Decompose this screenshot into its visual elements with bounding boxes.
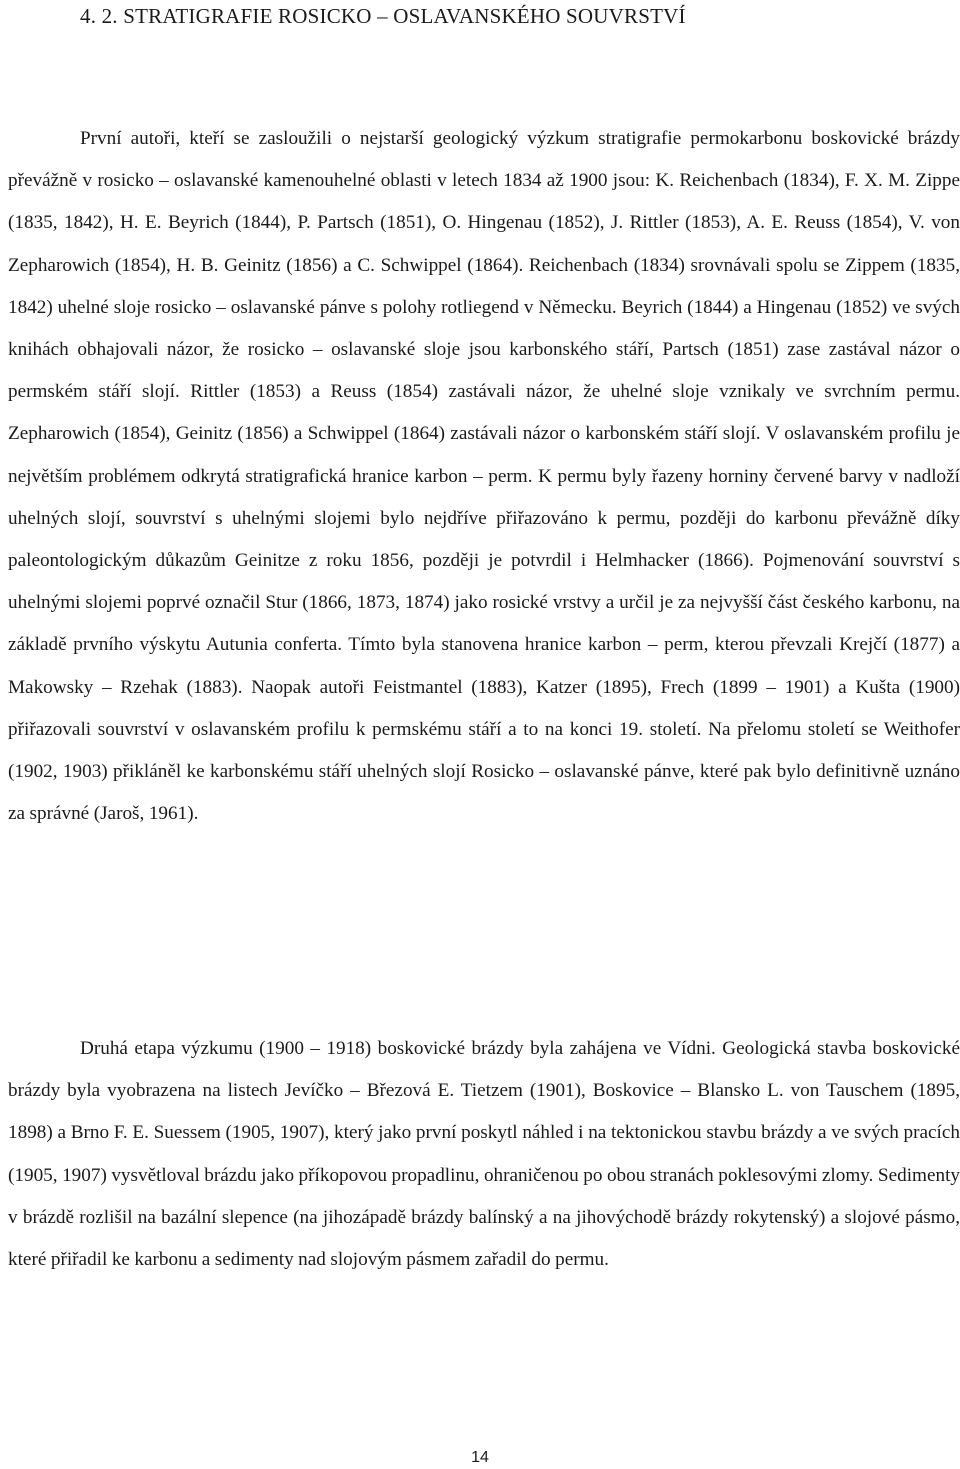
body-paragraph-2: Druhá etapa výzkumu (1900 – 1918) boskovické brázdy byla zahájena ve Vídni. Geologická stavba boskovické brázdy byla vyobrazena na listech Jevíčko – Březová E. Tietzem (1901), Boskovice – Blansko L. von Tauschem (1895, 1898) a Brno F. E. Suessem (1905, 1907), který jako první poskytl náhled i na tektonickou stavbu brázdy a ve svých pracích (1905, 1907) vysvětloval brázdu jako příkopovou propadlinu, ohraničenou po obou stranách poklesovými zlomy. Sedimenty v brázdě rozlišil na bazální slepence (na jihozápadě brázdy balínský a na jihovýchodě brázdy rokytenský) a slojové pásmo, které přiřadil ke karbonu a sedimenty nad slojovým pásmem zařadil do permu. bbox=[8, 1038, 960, 1271]
body-paragraph-1: První autoři, kteří se zasloužili o nejstarší geologický výzkum stratigrafie permokarbonu boskovické brázdy převážně v rosicko – oslavanské kamenouhelné oblasti v letech 1834 až 1900 jsou: K. Reichenbach (1834), F. X. M. Zippe (1835, 1842), H. E. Beyrich (1844), P. Partsch (1851), O. Hingenau (1852), J. Rittler (1853), A. E. Reuss (1854), V. von Zepharowich (1854), H. B. Geinitz (1856) a C. Schwippel (1864). Reichenbach (1834) srovnávali spolu se Zippem (1835, 1842) uhelné sloje rosicko – oslavanské pánve s polohy rotliegend v Německu. Beyrich (1844) a Hingenau (1852) ve svých knihách obhajovali názor, že rosicko – oslavanské sloje jsou karbonského stáří, Partsch (1851) zase zastával názor o permském stáří slojí. Rittler (1853) a Reuss (1854) zastávali názor, že uhelné sloje vznikaly ve svrchním permu. Zepharowich (1854), Geinitz (1856) a Schwippel (1864) zastávali názor o karbonském stáří slojí. V oslavanském profilu je největším problémem odkrytá stratigrafická hranice karbon – perm. K permu byly řazeny horniny červené barvy v nadloží uhelných slojí, souvrství s uhelnými slojemi bylo nejdříve přiřazováno k permu, později do karbonu převážně díky paleontologickým důkazům Geinitze z roku 1856, později je potvrdil i Helmhacker (1866). Pojmenování souvrství s uhelnými slojemi poprvé označil Stur (1866, 1873, 1874) jako rosické vrstvy a určil je za nejvyšší část českého karbonu, na základě prvního výskytu Autunia conferta. Tímto byla stanovena hranice karbon – perm, kterou převzali Krejčí (1877) a Makowsky – Rzehak (1883). Naopak autoři Feistmantel (1883), Katzer (1895), Frech (1899 – 1901) a Kušta (1900) přiřazovali souvrství v oslavanském profilu k permskému stáří a to na konci 19. století. Na přelomu století se Weithofer (1902, 1903) přikláněl ke karbonskému stáří uhelných slojí Rosicko – oslavanské pánve, které pak bylo definitivně uznáno za správné (Jaroš, 1961). bbox=[8, 128, 960, 825]
section-heading: 4. 2. STRATIGRAFIE ROSICKO – OSLAVANSKÉHO SOUVRSTVÍ bbox=[80, 4, 686, 28]
page-number: 14 bbox=[471, 1449, 489, 1466]
